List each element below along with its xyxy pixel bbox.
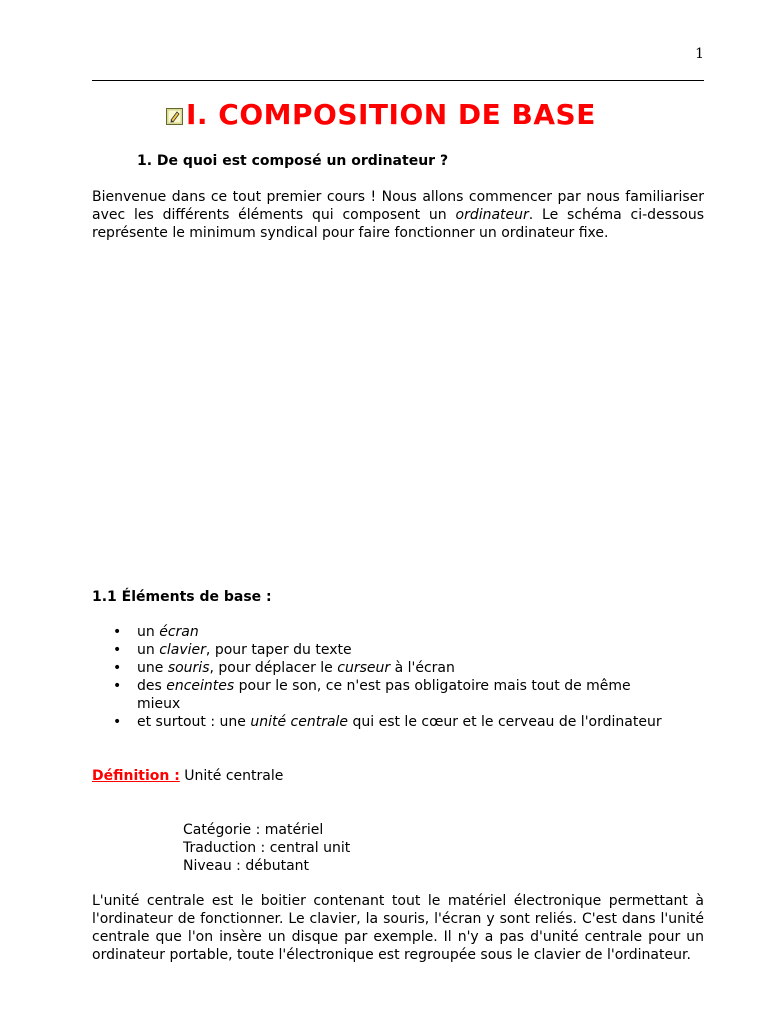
pencil-note-icon (166, 108, 183, 125)
list-item-text: un (137, 642, 160, 658)
header-rule (92, 80, 704, 81)
intro-paragraph (92, 188, 704, 242)
list-item-emphasis: enceintes (166, 678, 235, 694)
list-item-text: à l'écran (390, 660, 455, 676)
page-number: 1 (695, 46, 704, 62)
bullet-icon: • (113, 642, 122, 658)
definition-translation: Traduction : central unit (183, 840, 351, 856)
bullet-icon: • (113, 624, 122, 640)
intro-text-part2: . Le schéma ci-dessous représente le minimum syndical pour faire fonctionner un ordinateur fixe. (92, 207, 705, 241)
title-row (166, 98, 596, 131)
list-item (113, 641, 673, 659)
list-item-text: un (137, 624, 160, 640)
list-item-text: des (137, 678, 167, 694)
list-item-text: qui est le cœur et le cerveau de l'ordinateur (348, 714, 662, 730)
intro-text-part1: Bienvenue dans ce tout premier cours ! Nous allons commencer par nous familiariser avec les différents éléments qui composent un (92, 189, 704, 223)
definition-level: Niveau : débutant (183, 858, 310, 874)
bullet-icon: • (113, 678, 122, 694)
list-item-text: , pour déplacer le (209, 660, 338, 676)
bullet-list (113, 623, 673, 731)
list-item (113, 623, 673, 641)
intro-emphasis: ordinateur (455, 207, 529, 223)
definition-meta (183, 821, 350, 875)
list-item-text: et surtout : une (137, 714, 251, 730)
definition-label: Définition : (92, 768, 180, 784)
list-item-text: , pour taper du texte (205, 642, 352, 658)
main-title: I. COMPOSITION DE BASE (186, 98, 596, 131)
bullet-icon: • (113, 714, 122, 730)
subsection-heading: 1.1 Éléments de base : (92, 589, 272, 605)
bullet-icon: • (113, 660, 122, 676)
list-item-text: une (137, 660, 168, 676)
definition-line (92, 768, 283, 784)
section-heading: 1. De quoi est composé un ordinateur ? (137, 153, 449, 169)
list-item-emphasis: curseur (337, 660, 391, 676)
definition-term: Unité centrale (179, 768, 284, 784)
list-item-emphasis: clavier (159, 642, 206, 658)
list-item-emphasis: unité centrale (250, 714, 349, 730)
definition-category: Catégorie : matériel (183, 822, 324, 838)
body-paragraph: L'unité centrale est le boitier contenant tout le matériel électronique permettant à l'ordinateur de fonctionner. Le clavier, la souris, l'écran y sont reliés. C'est dans l'unité centrale que l'on insère un disque par exemple. Il n'y a pas d'unité centrale pour un ordinateur portable, toute l'électronique est regroupée sous le clavier de l'ordinateur. (92, 893, 704, 963)
list-item-emphasis: écran (159, 624, 199, 640)
list-item (113, 677, 673, 713)
list-item-emphasis: souris (167, 660, 210, 676)
list-item (113, 659, 673, 677)
list-item (113, 713, 673, 731)
list-item-text: pour le son, ce n'est pas obligatoire mais tout de même mieux (137, 678, 631, 712)
